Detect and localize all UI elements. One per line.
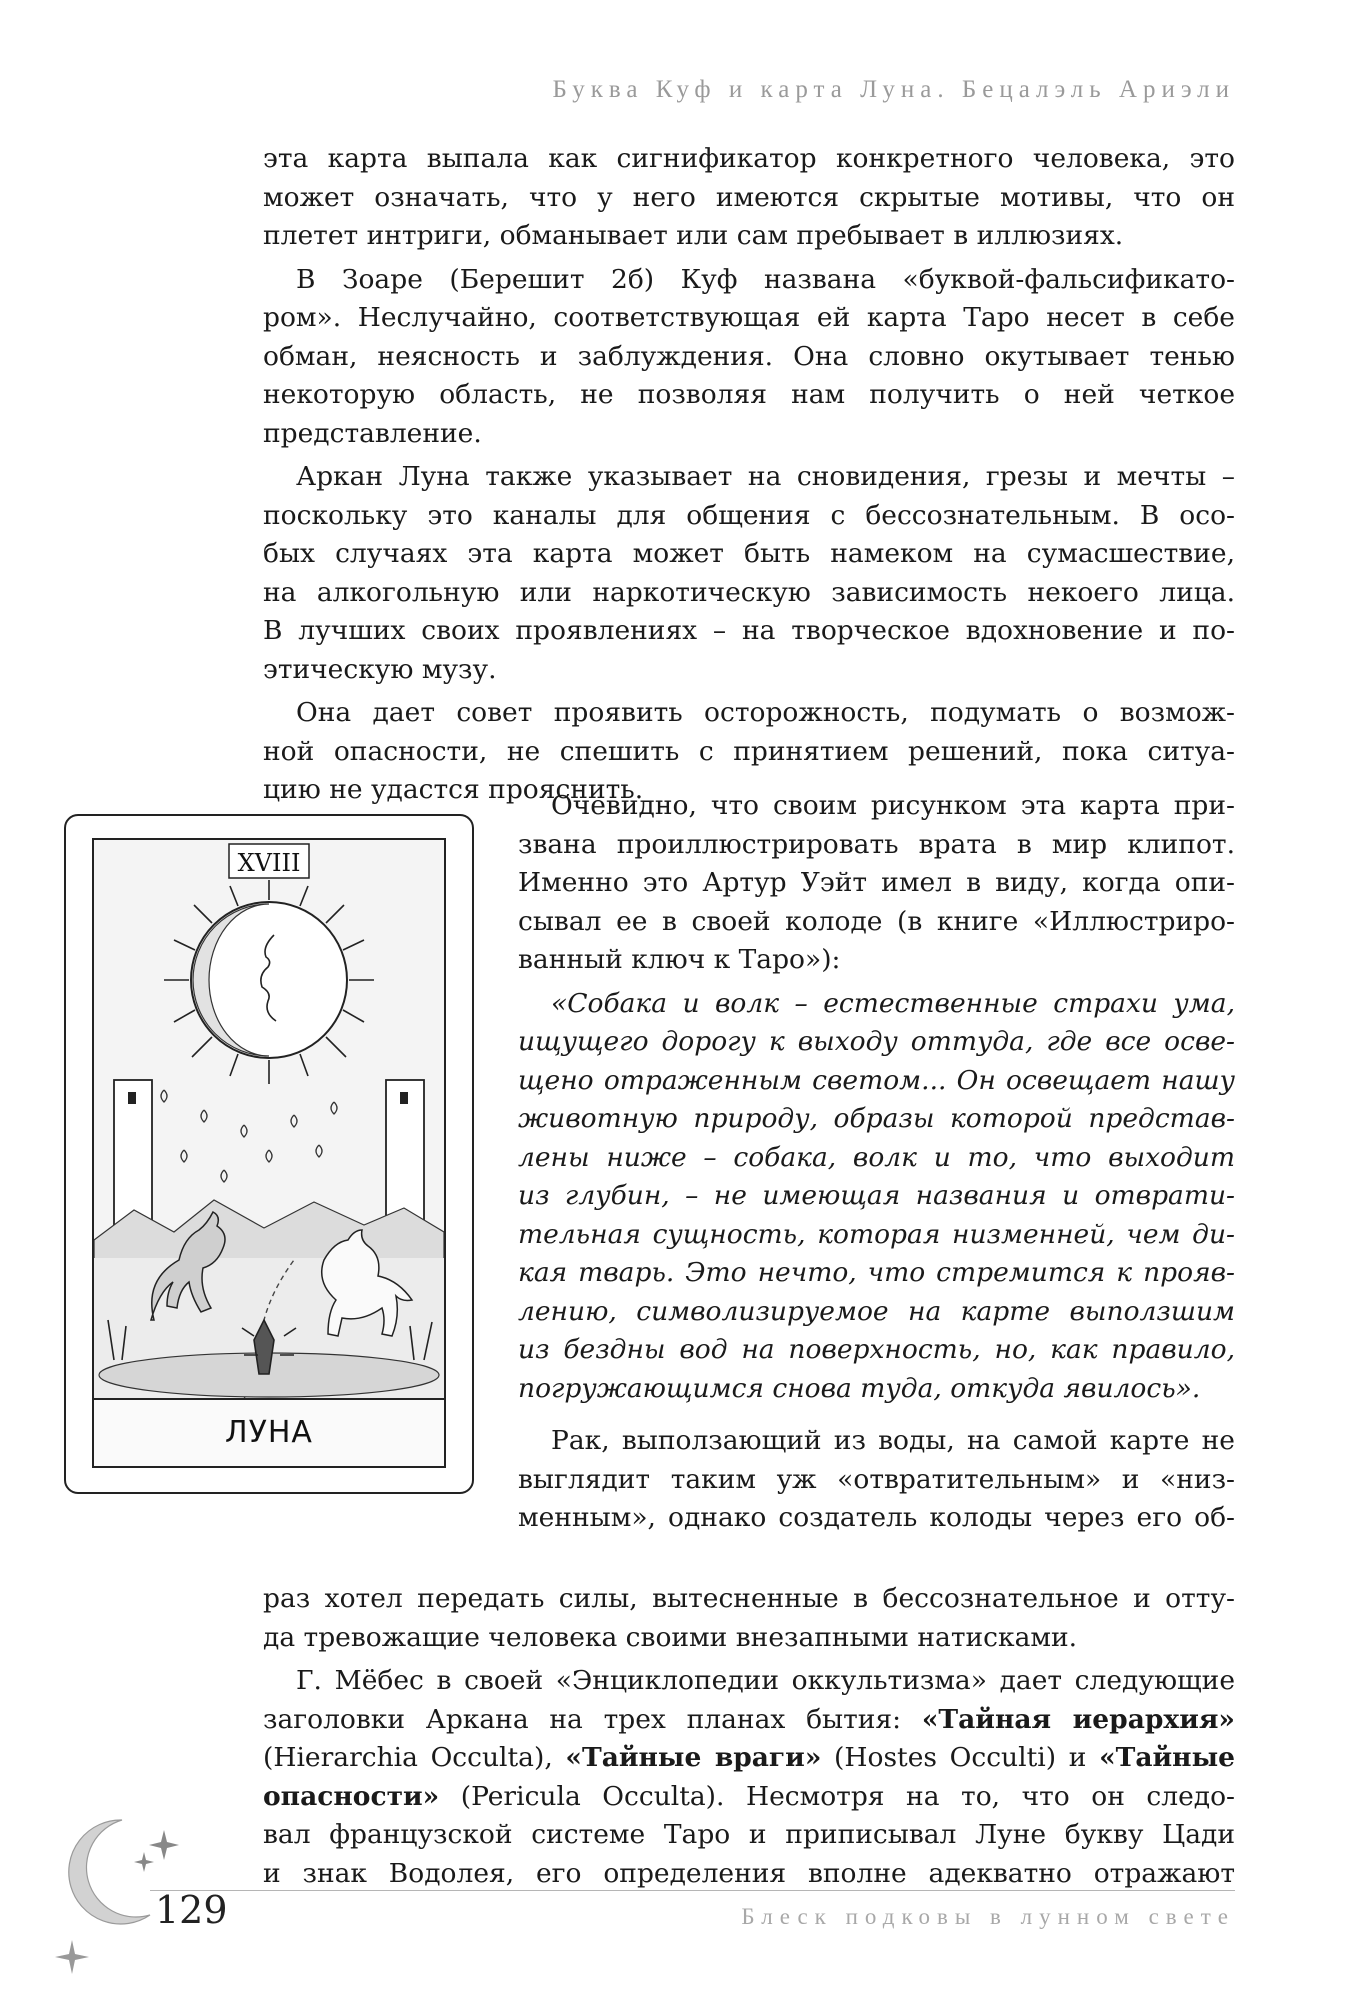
text-line: Именно это Артур Уэйт имел в виду, когда опи- <box>518 867 1235 898</box>
card-title: ЛУНА <box>225 1415 313 1450</box>
text-line: Г. Мёбес в своей «Энциклопедии оккультизма» дает следующие <box>296 1665 1235 1696</box>
paragraph <box>263 261 1235 454</box>
text-line: вал французской системе Таро и приписывал Луне букву Цади <box>263 1819 1235 1850</box>
moon-card-illustration <box>94 840 444 1400</box>
text-line: некоторую область, не позволяя нам получить о ней четкое <box>263 379 1235 410</box>
text-line: представление. <box>263 417 482 449</box>
text-line: ванный ключ к Таро»): <box>518 944 841 975</box>
text-fragment: (Hierarchia Occulta), <box>263 1742 566 1773</box>
text-line: может означать, что у него имеются скрытые мотивы, что он <box>263 181 1235 213</box>
paragraph <box>518 1422 1235 1538</box>
crescent-moon-icon <box>69 1820 150 1924</box>
text-line: поскольку это каналы для общения с бессознательным. В осо- <box>263 499 1235 531</box>
text-fragment: (Pericula Occulta). Несмотря на то, что он следо- <box>439 1780 1235 1812</box>
text-fragment: заголовки Аркана на трех планах бытия: <box>263 1703 922 1735</box>
text-line: бых случаях эта карта может быть намеком на сумасшествие, <box>263 538 1235 569</box>
text-line <box>263 1701 1235 1740</box>
running-foot: Блеск подковы в лунном свете <box>741 1904 1235 1929</box>
text-line: лены ниже – собака, волк и то, что выходит <box>518 1141 1235 1173</box>
paragraph <box>263 140 1235 256</box>
moon-disc <box>191 902 347 1058</box>
text-line: ной опасности, не спешить с принятием решений, пока ситуа- <box>263 735 1235 767</box>
paragraph <box>263 1662 1235 1893</box>
star-icon <box>55 1940 89 1974</box>
page-number: 129 <box>155 1888 228 1932</box>
text-line: раз хотел передать силы, вытесненные в бессознательное и отту- <box>263 1583 1235 1614</box>
text-line: менным», однако создатель колоды через его об- <box>518 1502 1235 1533</box>
text-line: кая тварь. Это нечто, что стремится к прояв- <box>518 1257 1235 1288</box>
main-text-top <box>263 140 1235 815</box>
text-fragment: (Hostes Occulti) и <box>821 1742 1100 1773</box>
text-line: на алкогольную или наркотическую зависимость некоего лица. <box>263 576 1235 608</box>
text-line: обман, неясность и заблуждения. Она словно окутывает тенью <box>263 340 1235 372</box>
card-title-box <box>94 1398 444 1466</box>
text-line: Очевидно, что своим рисунком эта карта при- <box>551 790 1235 821</box>
text-line: «Собака и волк – естественные страхи ума, <box>551 987 1235 1019</box>
star-icon <box>134 1852 154 1872</box>
waite-quote <box>518 985 1235 1409</box>
main-text-bottom <box>263 1580 1235 1898</box>
card-numeral: XVIII <box>237 849 301 877</box>
star-icon <box>149 1830 179 1860</box>
text-line: Рак, выползающий из воды, на самой карте не <box>551 1425 1235 1456</box>
text-line: ищущего дорогу к выходу оттуда, где все осве- <box>518 1026 1235 1057</box>
text-line: и знак Водолея, его определения вполне адекватно отражают <box>263 1857 1235 1889</box>
bold-term: опасности» <box>263 1780 440 1812</box>
text-line: лению, символизируемое на карте выползшим <box>518 1295 1235 1327</box>
bold-term: «Тайные <box>1099 1742 1235 1773</box>
text-line: цию не удастся прояснить. <box>263 774 644 805</box>
paragraph <box>263 458 1235 689</box>
bold-term: «Тайные враги» <box>565 1742 822 1773</box>
text-line: животную природу, образы которой представ- <box>518 1103 1235 1134</box>
text-line: эта карта выпала как сигнификатор конкретного человека, это <box>263 143 1235 174</box>
main-text-side <box>518 787 1235 1538</box>
text-line <box>263 1739 1235 1778</box>
running-head: Буква Куф и карта Луна. Бецалэль Ариэли <box>552 76 1235 103</box>
text-line: выглядит таким уж «отвратительным» и «низ- <box>518 1463 1235 1495</box>
text-line: В лучших своих проявлениях – на творческое вдохновение и по- <box>263 615 1235 646</box>
paragraph <box>518 787 1235 980</box>
text-line: звана проиллюстрировать врата в мир клипот. <box>518 828 1235 860</box>
text-line: Аркан Луна также указывает на сновидения, грезы и мечты – <box>296 461 1235 492</box>
card-frame <box>92 838 446 1468</box>
text-line <box>263 1778 1235 1817</box>
text-line: погружающимся снова туда, откуда явилось». <box>518 1372 1201 1404</box>
text-line: да тревожащие человека своими внезапными натисками. <box>263 1621 1078 1653</box>
text-line: из глубин, – не имеющая названия и отврати- <box>518 1180 1235 1211</box>
tarot-card-moon <box>64 814 474 1494</box>
paragraph <box>263 1580 1235 1657</box>
text-line: Она дает совет проявить осторожность, подумать о возмож- <box>296 697 1235 728</box>
footer-rule <box>150 1890 1235 1891</box>
text-line: этическую музу. <box>263 653 497 685</box>
text-line: сывал ее в своей колоде (в книге «Иллюстриро- <box>518 905 1235 937</box>
text-line: из бездны вод на поверхность, но, как правило, <box>518 1334 1235 1365</box>
text-line: тельная сущность, которая низменней, чем ди- <box>518 1218 1235 1250</box>
text-line: ром». Неслучайно, соответствующая ей карта Таро несет в себе <box>263 302 1235 333</box>
text-line: щено отраженным светом... Он освещает нашу <box>518 1064 1235 1096</box>
text-line: В Зоаре (Берешит 2б) Куф названа «буквой-фальсификато- <box>296 263 1235 295</box>
bold-term: «Тайная иерархия» <box>921 1703 1235 1735</box>
text-line: плетет интриги, обманывает или сам пребывает в иллюзиях. <box>263 220 1124 251</box>
